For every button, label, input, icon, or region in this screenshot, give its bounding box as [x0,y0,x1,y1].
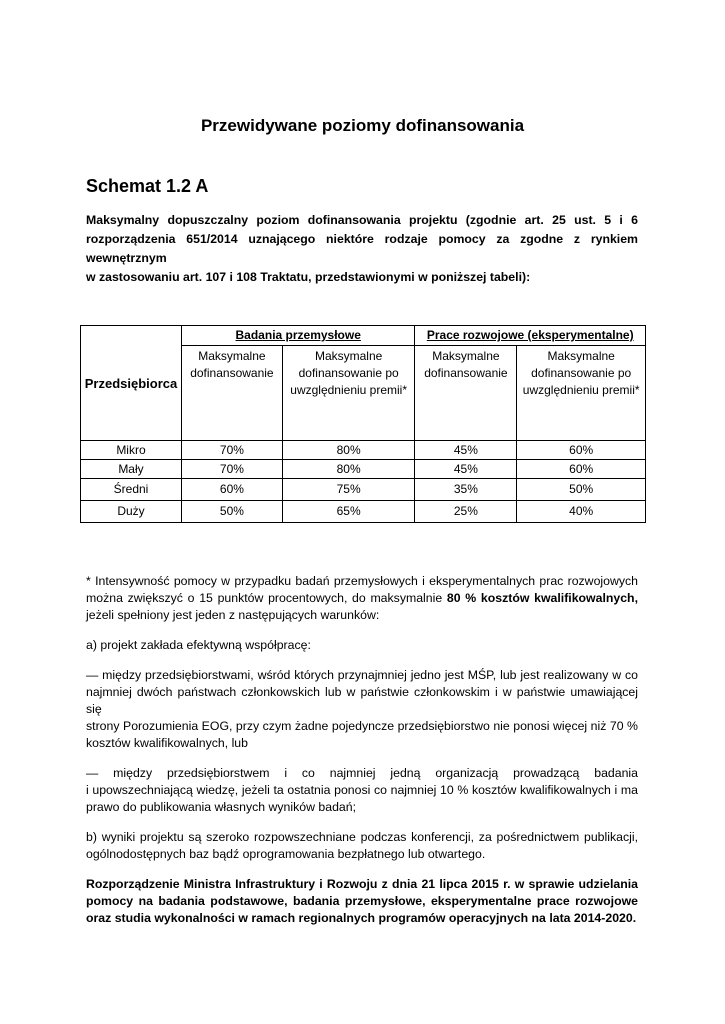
footnote-paragraph [86,573,638,624]
intro-line: Maksymalny dopuszczalny poziom dofinansowania projektu (zgodnie art. 25 ust. 5 i 6 [86,213,638,227]
table-cell: 80% [282,460,415,479]
table-cell: 45% [415,441,517,460]
table-cell: 75% [282,479,415,501]
text-line: ogólnodostępnych baz bądź oprogramowania bezpłatnego lub otwartego. [86,847,486,861]
table-cell: 70% [181,460,282,479]
text-line: * Intensywność pomocy w przypadku badań przemysłowych i eksperymentalnych prac rozwojowych [86,574,638,588]
condition-a: a) projekt zakłada efektywną współpracę: [86,638,311,652]
table-row [81,501,646,523]
text-line: jeżeli spełniony jest jeden z następujących warunków: [86,608,380,622]
table-cell: 70% [181,441,282,460]
row-label: Średni [81,479,182,501]
table-cell: 65% [282,501,415,523]
page-title: Przewidywane poziomy dofinansowania [200,116,525,135]
regulation-reference [86,876,638,927]
text-fragment: można zwiększyć o 15 punktów procentowych, do maksymalnie [86,591,447,605]
highlighted-limit: 80 % kosztów kwalifikowalnych, [446,591,638,605]
sub-header-max-bonus: Maksymalne dofinansowanie po uwzględnieniu premii* [517,346,646,441]
group-header-industrial-research: Badania przemysłowe [181,326,414,346]
text-line: strony Porozumienia EOG, przy czym żadne pojedyncze przedsiębiorstwo nie ponosi więcej niż 70 % [86,719,638,733]
table-cell: 60% [181,479,282,501]
text-line: Rozporządzenie Ministra Infrastruktury i Rozwoju z dnia 21 lipca 2015 r. w sprawie udzielania [86,877,638,891]
text-line: pomocy na badania podstawowe, badania przemysłowe, eksperymentalne prace rozwojowe [86,894,638,908]
text-line [86,590,638,607]
cooperation-paragraph-2 [86,765,638,816]
table-cell: 35% [415,479,517,501]
table-cell: 45% [415,460,517,479]
table-row [81,479,646,501]
intro-line: rozporządzenia 651/2014 uznającego niektóre rodzaje pomocy za zgodne z rynkiem wewnętrznym [86,232,638,265]
intro-line: w zastosowaniu art. 107 i 108 Traktatu, przedstawionymi w poniższej tabeli): [86,270,531,284]
table-row [81,460,646,479]
notes-section [86,573,638,940]
table-cell: 40% [517,501,646,523]
table-row [81,441,646,460]
table-cell: 80% [282,441,415,460]
group-header-experimental-development: Prace rozwojowe (eksperymentalne) [415,326,646,346]
text-line: — między przedsiębiorstwami, wśród których przynajmniej jedno jest MŚP, lub jest realizowany w co [86,668,638,682]
text-line: kosztów kwalifikowalnych, lub [86,736,248,750]
table-cell: 60% [517,460,646,479]
table-cell: 50% [517,479,646,501]
condition-b [86,829,638,863]
sub-header-max: Maksymalne dofinansowanie [181,346,282,441]
section-heading: Schemat 1.2 A [86,176,209,196]
intro-paragraph [86,211,638,287]
table-corner-header: Przedsiębiorca [81,326,182,441]
cooperation-paragraph-1 [86,667,638,752]
sub-header-max: Maksymalne dofinansowanie [415,346,517,441]
text-line: b) wyniki projektu są szeroko rozpowszechniane podczas konferencji, za pośrednictwem publikacji, [86,830,638,844]
text-line: i upowszechniającą wiedzę, jeżeli ta ostatnia ponosi co najmniej 10 % kosztów kwalifikowalnych i ma [86,783,638,797]
table-cell: 60% [517,441,646,460]
text-line: prawo do publikowania własnych wyników badań; [86,800,357,814]
funding-levels-table [80,325,646,523]
text-line: — między przedsiębiorstwem i co najmniej jedną organizacją prowadzącą badania [86,766,638,780]
row-label: Mały [81,460,182,479]
row-label: Duży [81,501,182,523]
text-line: najmniej dwóch państwach członkowskich lub w państwie członkowskim i w państwie umawiającej się [86,685,638,716]
table-cell: 50% [181,501,282,523]
text-line: oraz studia wykonalności w ramach regionalnych programów operacyjnych na lata 2014-2020. [86,911,637,925]
table-cell: 25% [415,501,517,523]
row-label: Mikro [81,441,182,460]
sub-header-max-bonus: Maksymalne dofinansowanie po uwzględnieniu premii* [282,346,415,441]
